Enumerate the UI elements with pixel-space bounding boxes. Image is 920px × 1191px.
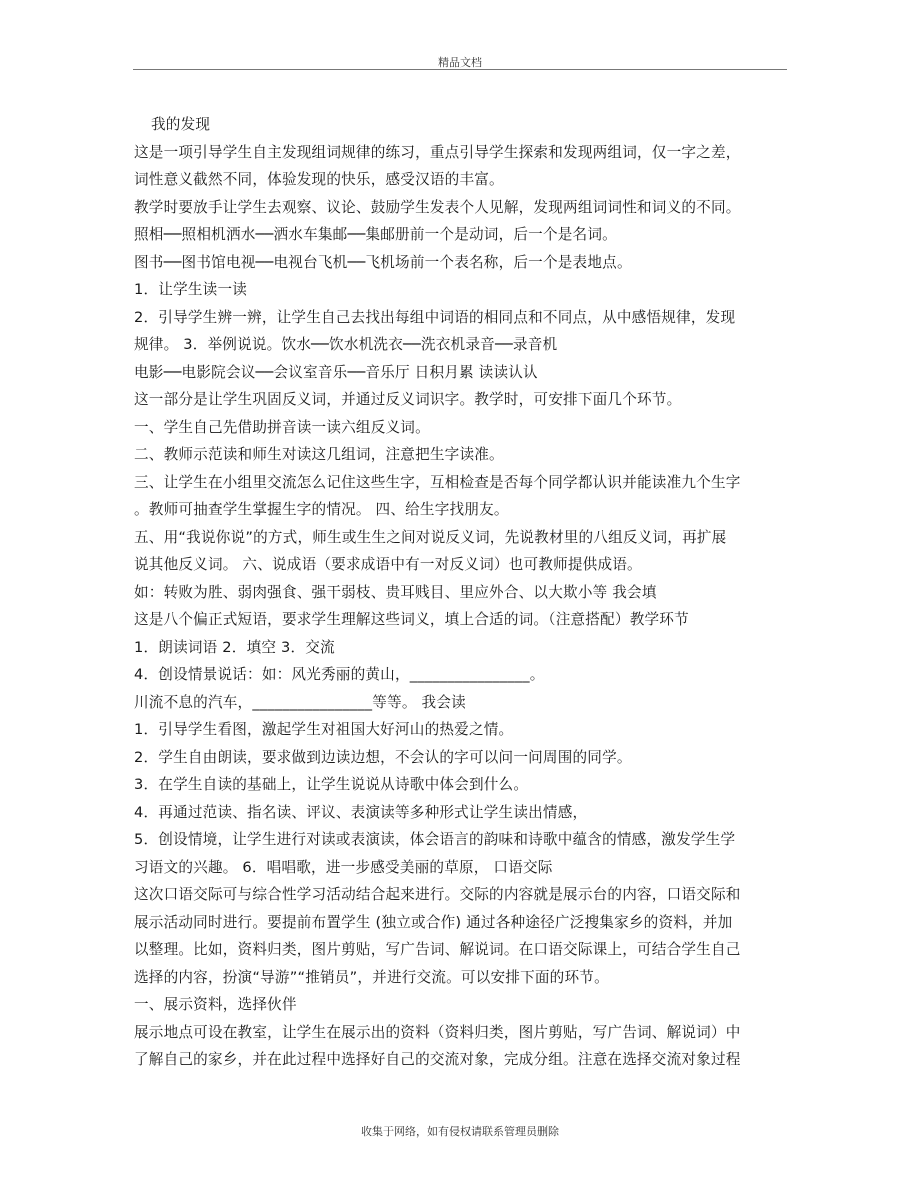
text-line: 二、教师示范读和师生对读这几组词，注意把生字读准。 xyxy=(134,446,504,463)
text-line: 电影──电影院会议──会议室音乐──音乐厅 日积月累 读读认认 xyxy=(134,363,538,381)
text-line: 2．学生自由朗读，要求做到边读边想，不会认的字可以问一问周围的同学。 xyxy=(134,748,632,766)
text-line: 这是一项引导学生自主发现组词规律的练习，重点引导学生探索和发现两组词，仅一字之差， xyxy=(134,143,741,161)
text-line: 说其他反义词。 六、说成语（要求成语中有一对反义词）也可教师提供成语。 xyxy=(134,556,642,573)
page-footer: 收集于网络，如有侵权请联系管理员删除 xyxy=(361,1125,559,1138)
text-line: 习语文的兴趣。 6．唱唱歌，进一步感受美丽的草原， 口语交际 xyxy=(134,858,553,876)
text-line: 照相──照相机洒水──洒水车集邮──集邮册前一个是动词，后一个是名词。 xyxy=(134,226,617,243)
page-header: 精品文档 xyxy=(438,56,482,69)
text-line: 展示活动同时进行。要提前布置学生 (独立或合作) 通过各种途径广泛搜集家乡的资料，并加 xyxy=(134,913,733,931)
text-line: 展示地点可设在教室，让学生在展示出的资料（资料归类，图片剪贴，写广告词、解说词）中 xyxy=(134,1023,741,1041)
text-line: 一、学生自己先借助拼音读一读六组反义词。 xyxy=(134,418,430,436)
text-line: 五、用“我说你说”的方式，师生或生生之间对说反义词，先说教材里的八组反义词，再扩展 xyxy=(134,528,727,546)
text-line: 川流不息的汽车，________________等等。 我会读 xyxy=(134,693,466,711)
document-body xyxy=(134,111,786,1074)
text-line: 词性意义截然不同，体验发现的快乐，感受汉语的丰富。 xyxy=(134,171,504,188)
text-line: 2．引导学生辨一辨，让学生自己去找出每组中词语的相同点和不同点，从中感悟规律，发现 xyxy=(134,308,736,326)
section-title: 我的发现 xyxy=(151,116,211,133)
text-line: 一、展示资料，选择伙伴 xyxy=(134,996,297,1013)
text-line: 1．让学生读一读 xyxy=(134,281,248,298)
text-line: 这次口语交际可与综合性学习活动结合起来进行。交际的内容就是展示台的内容，口语交际和 xyxy=(134,886,741,903)
text-line: 1．引导学生看图，激起学生对祖国大好河山的热爱之情。 xyxy=(134,721,514,738)
text-line: 这一部分是让学生巩固反义词，并通过反义词识字。教学时，可安排下面几个环节。 xyxy=(134,391,682,408)
header-divider xyxy=(133,69,787,70)
text-line: 这是八个偏正式短语，要求学生理解这些词义，填上合适的词。（注意搭配）教学环节 xyxy=(134,611,689,628)
text-line: 教学时要放手让学生去观察、议论、鼓励学生发表个人见解，发现两组词词性和词义的不同。 xyxy=(134,198,741,216)
text-line: 了解自己的家乡，并在此过程中选择好自己的交流对象，完成分组。注意在选择交流对象过程 xyxy=(134,1051,741,1068)
text-line: 如：转败为胜、弱肉强食、强干弱枝、贵耳贱目、里应外合、以大欺小等 我会填 xyxy=(134,583,657,601)
text-line: 三、让学生在小组里交流怎么记住这些生字，互相检查是否每个同学都认识并能读准九个生字 xyxy=(134,473,741,491)
text-line: 1．朗读词语 2．填空 3．交流 xyxy=(134,638,335,656)
text-line: 规律。 3．举例说说。饮水──饮水机洗衣──洗衣机录音──录音机 xyxy=(134,336,558,353)
text-line: 4．创设情景说话：如：风光秀丽的黄山，________________。 xyxy=(134,666,545,683)
text-line: 5．创设情境，让学生进行对读或表演读，体会语言的韵味和诗歌中蕴含的情感，激发学生学 xyxy=(134,831,736,848)
text-line: 以整理。比如，资料归类，图片剪贴，写广告词、解说词。在口语交际课上，可结合学生自己 xyxy=(134,941,741,958)
text-line: 3．在学生自读的基础上，让学生说说从诗歌中体会到什么。 xyxy=(134,776,529,793)
text-line: 选择的内容，扮演“导游”“推销员”，并进行交流。可以安排下面的环节。 xyxy=(134,968,609,986)
text-line: 4．再通过范读、指名读、评议、表演读等多种形式让学生读出情感， xyxy=(134,803,588,821)
text-line: 图书──图书馆电视──电视台飞机──飞机场前一个表名称，后一个是表地点。 xyxy=(134,253,632,271)
text-line: 。教师可抽查学生掌握生字的情况。 四、给生字找朋友。 xyxy=(134,501,509,518)
